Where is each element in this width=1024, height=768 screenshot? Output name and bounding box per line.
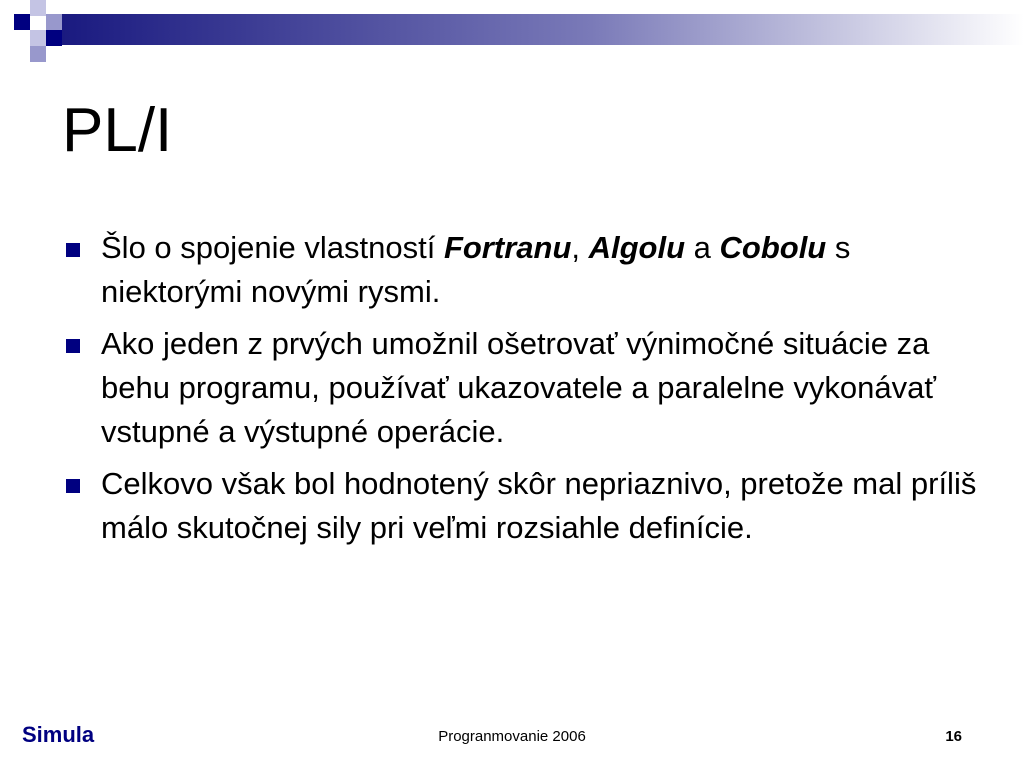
bullet-text: Celkovo však bol hodnotený skôr nepriaznivo, pretože mal príliš málo skutočnej sily pri veľmi rozsiahle definície. [101,466,977,545]
footer-course-title: Progranmovanie 2006 [438,728,586,745]
square-bullet-icon [66,339,80,353]
text-run-emphasis: Fortranu [443,230,572,265]
text-run: a [685,230,720,265]
deco-square [30,30,46,46]
bullet-list [64,226,984,558]
deco-square [30,0,46,16]
deco-square [46,30,62,46]
text-run-emphasis: Cobolu [719,230,827,265]
bullet-text [101,230,850,309]
header-gradient-bar [62,14,1024,45]
deco-square [14,14,30,30]
text-run: Šlo o spojenie vlastností [101,230,444,265]
bullet-item [64,322,984,454]
bullet-text: Ako jeden z prvých umožnil ošetrovať výnimočné situácie za behu programu, používať ukazovatele a paralelne vykonávať vstupné a výstupné operácie. [101,326,936,449]
square-bullet-icon [66,479,80,493]
text-run: , [571,230,589,265]
deco-square [46,14,62,30]
square-bullet-icon [66,243,80,257]
deco-square [30,46,46,62]
text-run-emphasis: Algolu [588,230,686,265]
slide-number: 16 [945,728,962,745]
bullet-item [64,226,984,314]
footer-section-name: Simula [22,722,95,747]
header-decoration [0,0,1024,64]
bullet-item [64,462,984,550]
text-run: s niektorými novými rysmi. [101,230,851,309]
slide-title: PL/I [62,96,173,165]
